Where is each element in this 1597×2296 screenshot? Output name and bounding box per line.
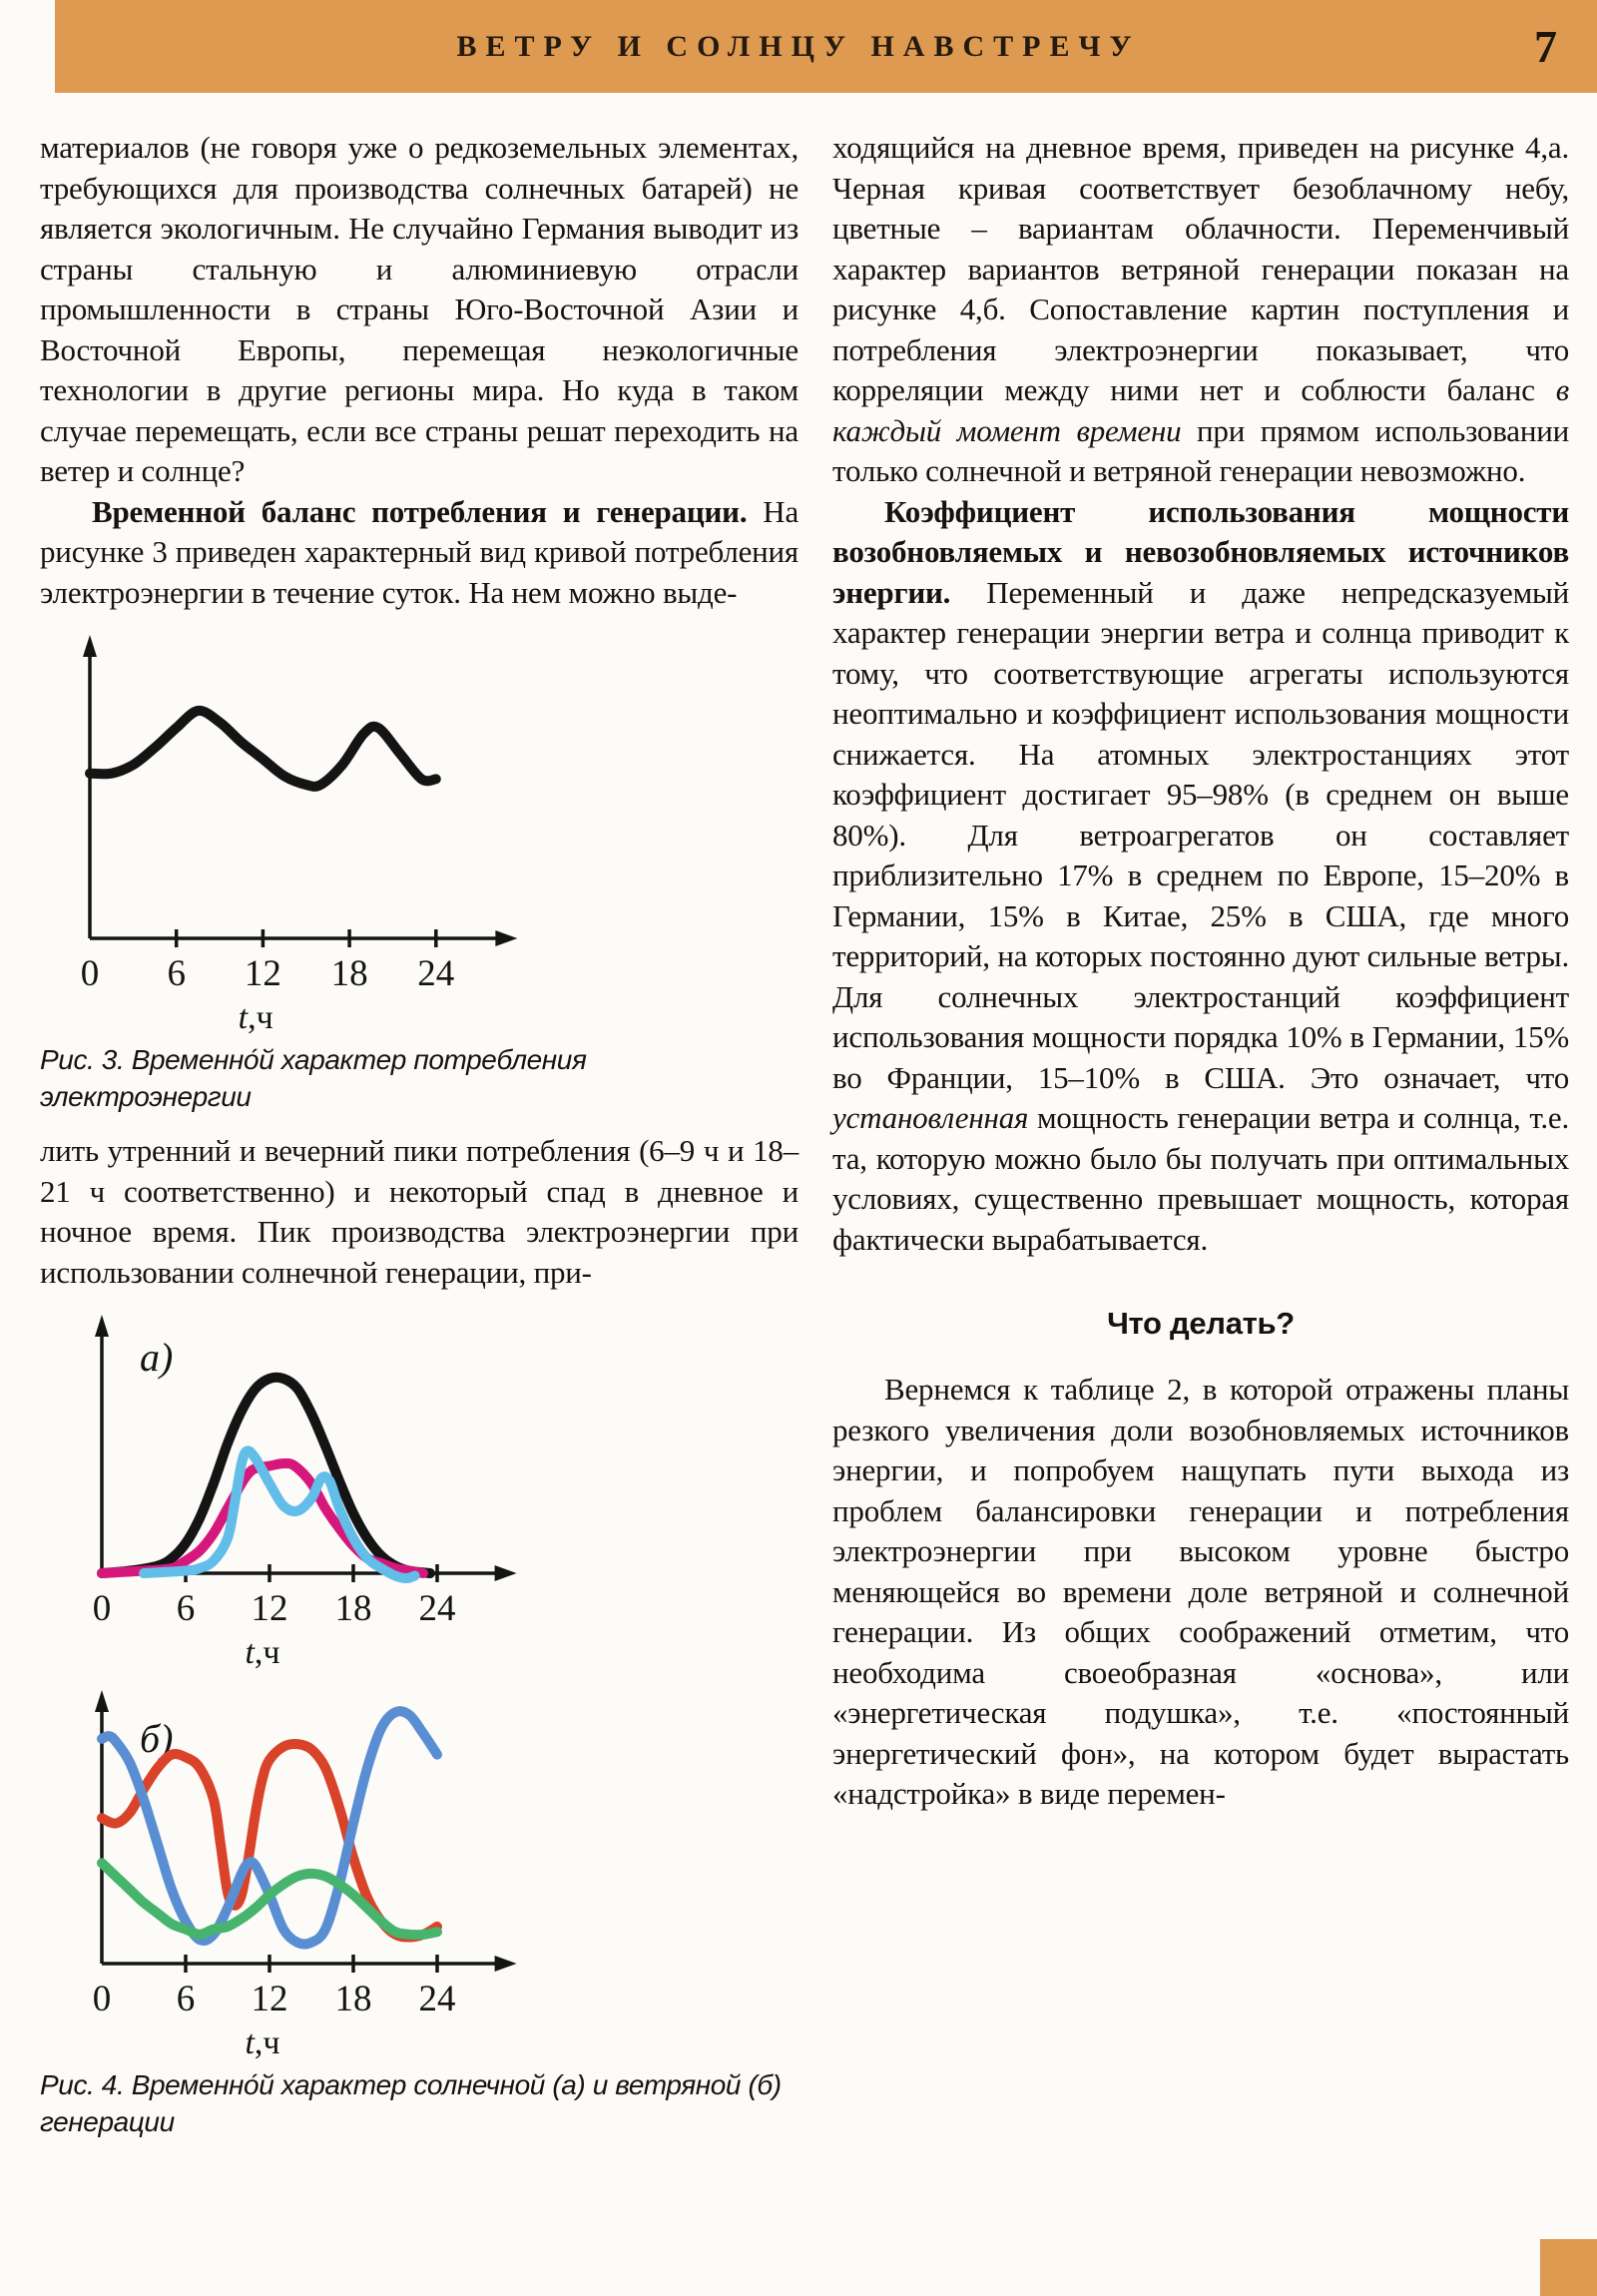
- x-axis-title: t,ч: [238, 999, 273, 1036]
- italic-phrase-every-moment: в каждый момент времени: [832, 372, 1569, 448]
- x-tick-label: 24: [418, 1979, 456, 2019]
- x-axis-arrow-icon: [495, 1565, 517, 1581]
- italic-word-installed: установленная: [832, 1100, 1029, 1135]
- x-tick-label: 24: [418, 1588, 456, 1629]
- x-tick-label: 0: [92, 1979, 112, 2019]
- x-tick-label: 0: [92, 1588, 112, 1629]
- panel-label-a: а): [140, 1335, 174, 1380]
- left-column: [40, 128, 798, 2156]
- run-in-heading-capacity-factor: Коэффициент использования мощности возобновляемых и невозобновляемых источников энергии.: [832, 493, 1569, 610]
- paragraph-materials: материалов (не говоря уже о редкоземельных элементах, требующихся для производства солнечных батарей) не является экологичным. Не случайно Германия выводит из страны стальную и алюминиевую отрасли промышленности в страны Юго-Восточной Азии и Восточной Европы, перемещая неэкологичные технологии в другие регионы мира. Но куда в таком случае перемещать, если все страны решат переходить на ветер и солнце?: [40, 130, 798, 488]
- x-tick-label: 24: [417, 953, 455, 994]
- paragraph-daytime: [832, 128, 1569, 492]
- x-tick-label: 12: [251, 1979, 288, 2019]
- x-axis-title: t,ч: [245, 2024, 280, 2061]
- x-axis-title: t,ч: [245, 1634, 280, 1671]
- figure-3-consumption-chart: [40, 629, 798, 1036]
- figure-3: [40, 629, 798, 1115]
- x-axis-arrow-icon: [495, 930, 517, 946]
- running-head: ВЕТРУ И СОЛНЦУ НАВСТРЕЧУ: [456, 29, 1141, 63]
- y-axis-arrow-icon: [95, 1315, 109, 1337]
- paragraph-text: На рисунке 3 приведен характерный вид кривой потребления электроэнергии в течение суток. На нем можно выде-: [40, 493, 798, 610]
- x-tick-label: 12: [244, 953, 281, 994]
- x-tick-label: 12: [251, 1588, 288, 1629]
- paragraph-text: мощность генерации ветра и солнца, т.е. та, которую можно было бы получать при оптимальных условиях, существенно превышает мощность, которая фактически вырабатывается.: [832, 1100, 1569, 1257]
- x-tick-label: 6: [167, 953, 186, 994]
- section-heading-what-to-do: Что делать?: [1107, 1306, 1295, 1341]
- right-column: [832, 128, 1569, 2156]
- y-axis-arrow-icon: [83, 635, 97, 657]
- page-number: 7: [1534, 21, 1557, 72]
- paragraph-back-to-table: Вернемся к таблице 2, в которой отражены планы резкого увеличения доли возобновляемых источников энергии, и попробуем нащупать пути выхода из проблем балансировки генерации и потребления электроэнергии при высоком уровне быстро меняющейся во времени доле ветряной и солнечной генерации. Из общих соображений отметим, что необходима своеобразная «основа», или «энергетическая подушка», т.е. «постоянный энергетический фон», на котором будет вырастать «надстройка» в виде перемен-: [832, 1372, 1569, 1811]
- paragraph-text: при прямом использовании только солнечной и ветряной генерации невозможно.: [832, 412, 1569, 488]
- corner-ornament: [1540, 2239, 1597, 2296]
- y-axis-arrow-icon: [95, 1690, 109, 1712]
- paragraph-text: ходящийся на дневное время, приведен на рисунке 4,а. Черная кривая соответствует безоблачному небу, цветные – вариантам облачности. Переменчивый характер вариантов ветряной генерации показан на рисунке 4,б. Сопоставление картин поступления и потребления электроэнергии показывает, что корреляции между ними нет и соблюсти баланс: [832, 130, 1569, 407]
- panel-label-b: б): [140, 1716, 174, 1761]
- figure-4b-wind-chart: [40, 1684, 798, 2061]
- paragraph-time-balance: [40, 492, 798, 614]
- x-tick-label: 6: [176, 1588, 196, 1629]
- x-tick-label: 6: [176, 1979, 196, 2019]
- consumption-curve: [90, 711, 436, 787]
- x-tick-label: 18: [334, 1979, 372, 2019]
- x-tick-label: 18: [330, 953, 368, 994]
- paragraph-text: Переменный и даже непредсказуемый характер генерации энергии ветра и солнца приводит к тому, что соответствующие агрегаты используются неоптимально и коэффициент использования мощности снижается. На атомных электростанциях этот коэффициент достигает 95–98% (в среднем он выше 80%). Для ветроагрегатов он составляет приблизительно 17% в среднем по Европе, 15–20% в Германии, 15% в Китае, 25% в США, где много территорий, на которых постоянно дуют сильные ветры. Для солнечных электростанций коэффициент использования мощности порядка 10% в Германии, 15% во Франции, 15–10% в США. Это означает, что: [832, 574, 1569, 1095]
- figure-4-caption: Рис. 4. Временно́й характер солнечной (а) и ветряной (б) генерации: [40, 2069, 782, 2137]
- paragraph-peaks: лить утренний и вечерний пики потребления (6–9 ч и 18–21 ч соответственно) и некоторый спад в дневное и ночное время. Пик производства электроэнергии при использовании солнечной генерации, при-: [40, 1133, 798, 1290]
- wind-variant-green-curve: [102, 1863, 437, 1935]
- x-tick-label: 0: [80, 953, 100, 994]
- paragraph-capacity-factor: [832, 492, 1569, 1261]
- x-tick-label: 18: [334, 1588, 372, 1629]
- figure-4: [40, 1309, 798, 2140]
- figure-3-caption: Рис. 3. Временно́й характер потребления электроэнергии: [40, 1044, 587, 1112]
- text-columns: [40, 128, 1569, 2156]
- x-axis-arrow-icon: [495, 1956, 517, 1972]
- run-in-heading-time-balance: Временной баланс потребления и генерации.: [92, 493, 748, 529]
- figure-4a-solar-chart: [40, 1309, 798, 1670]
